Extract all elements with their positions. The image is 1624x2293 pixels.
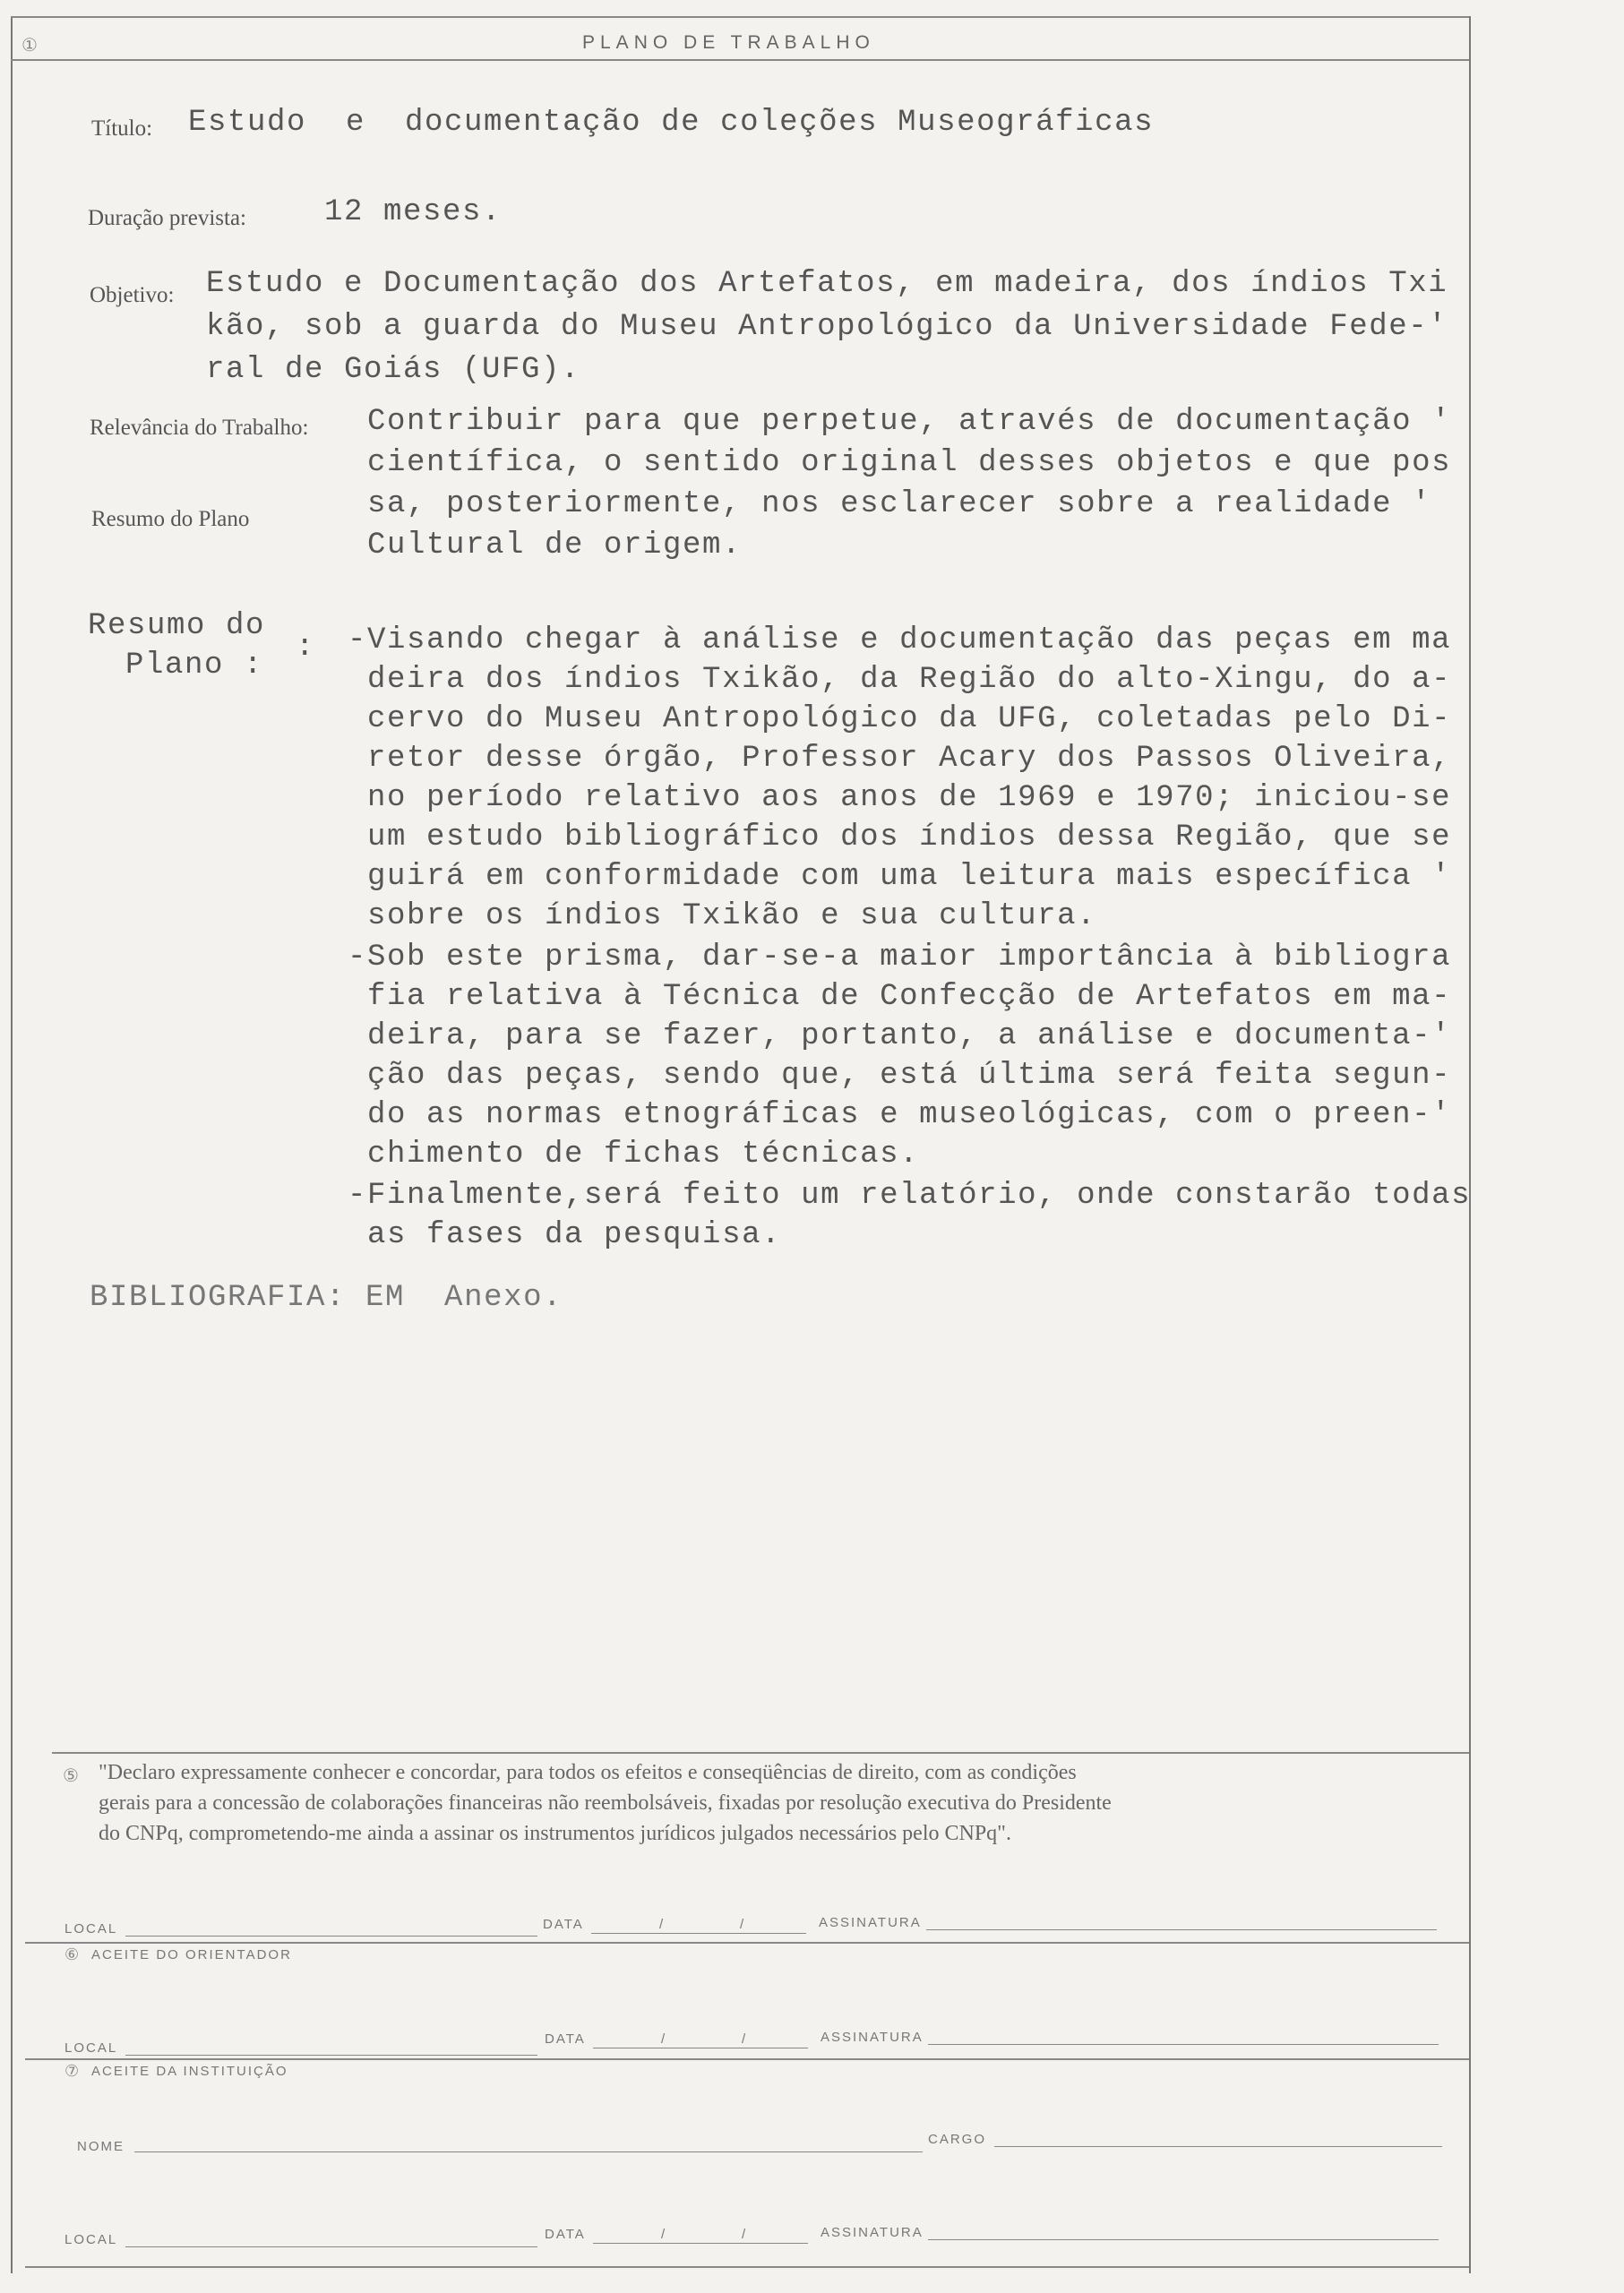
assinatura-label: ASSINATURA — [821, 2030, 924, 2045]
header-rule — [11, 59, 1469, 61]
resumo-line: fia relativa à Técnica de Confecção de Artefatos em ma- — [348, 980, 1452, 1014]
resumo-label-line2: Plano : — [125, 648, 264, 683]
assinatura-field[interactable] — [928, 2223, 1439, 2240]
assinatura-field[interactable] — [926, 1913, 1437, 1930]
resumo-line: -Finalmente,será feito um relatório, onde constarão todas — [348, 1179, 1472, 1213]
resumo-line: -Visando chegar à análise e documentação das peças em ma — [348, 623, 1452, 657]
resumo-line: deira dos índios Txikão, da Região do alto-Xingu, do a- — [348, 663, 1452, 697]
resumo-colon: : — [296, 631, 316, 665]
section-number-icon: ① — [21, 34, 38, 56]
assinatura-label: ASSINATURA — [819, 1915, 922, 1930]
duracao-label: Duração prevista: — [88, 206, 247, 230]
form-title: PLANO DE TRABALHO — [582, 32, 875, 53]
resumo-line: sobre os índios Txikão e sua cultura. — [348, 899, 1097, 933]
date-slash: / — [742, 2227, 748, 2242]
duracao-value: 12 meses. — [324, 195, 503, 229]
orientador-rule — [25, 1942, 1469, 1944]
resumo-line: -Sob este prisma, dar-se-a maior importância à bibliogra — [348, 940, 1452, 975]
relevancia-line: sa, posteriormente, nos esclarecer sobre a realidade ' — [367, 487, 1432, 521]
titulo-label: Título: — [91, 116, 153, 141]
local-label: LOCAL — [64, 2040, 118, 2056]
resumo-line: no período relativo aos anos de 1969 e 1970; iniciou-se — [348, 781, 1452, 815]
local-field[interactable] — [125, 2230, 537, 2247]
declaration-number-icon: ⑤ — [63, 1765, 79, 1786]
date-slash: / — [661, 2227, 667, 2242]
resumo-line: guirá em conformidade com uma leitura mais específica ' — [348, 860, 1452, 894]
nome-label: NOME — [77, 2139, 125, 2154]
titulo-value: Estudo e documentação de coleções Museográficas — [188, 106, 1155, 140]
date-slash: / — [742, 2031, 748, 2047]
date-slash: / — [659, 1917, 666, 1932]
declaration-line: "Declaro expressamente conhecer e concordar, para todos os efeitos e conseqüências de direito, com as condições — [99, 1761, 1077, 1784]
local-label: LOCAL — [64, 1921, 118, 1937]
resumo-line: as fases da pesquisa. — [348, 1218, 782, 1252]
objetivo-line: ral de Goiás (UFG). — [206, 353, 581, 387]
declaration-line: do CNPq, comprometendo-me ainda a assinar os instrumentos jurídicos julgados necessários pelo CNPq". — [99, 1822, 1011, 1845]
bottom-rule — [25, 2266, 1469, 2268]
date-slash: / — [740, 1917, 746, 1932]
orientador-heading: ACEITE DO ORIENTADOR — [91, 1947, 292, 1962]
instituicao-number-icon: ⑦ — [64, 2062, 80, 2081]
data-label: DATA — [545, 2227, 586, 2242]
resumo-label-line1: Resumo do — [88, 609, 266, 643]
data-field[interactable] — [593, 2227, 808, 2244]
date-slash: / — [661, 2031, 667, 2047]
orientador-number-icon: ⑥ — [64, 1945, 80, 1964]
data-label: DATA — [545, 2031, 586, 2047]
local-label: LOCAL — [64, 2232, 118, 2247]
relevancia-line: científica, o sentido original desses objetos e que pos — [367, 446, 1452, 480]
relevancia-line: Contribuir para que perpetue, através de documentação ' — [367, 405, 1452, 439]
resumo-line: um estudo bibliográfico dos índios dessa Região, que se — [348, 820, 1452, 855]
objetivo-line: kão, sob a guarda do Museu Antropológico da Universidade Fede-' — [206, 310, 1448, 344]
resumo-printed-label: Resumo do Plano — [91, 507, 250, 531]
local-field[interactable] — [125, 1919, 537, 1937]
bibliografia-line: BIBLIOGRAFIA: EM Anexo. — [90, 1281, 563, 1315]
data-label: DATA — [543, 1917, 584, 1932]
objetivo-label: Objetivo: — [90, 283, 175, 307]
resumo-line: chimento de fichas técnicas. — [348, 1138, 920, 1172]
instituicao-rule — [25, 2058, 1469, 2060]
data-field[interactable] — [591, 1917, 806, 1934]
local-field[interactable] — [125, 2039, 537, 2056]
relevancia-line: Cultural de origem. — [367, 528, 743, 563]
resumo-line: cervo do Museu Antropológico da UFG, coletadas pelo Di- — [348, 702, 1452, 736]
resumo-line: ção das peças, sendo que, está última será feita segun- — [348, 1059, 1452, 1093]
declaration-text — [99, 1757, 1388, 1849]
resumo-line: do as normas etnográficas e museológicas, com o preen-' — [348, 1098, 1452, 1132]
relevancia-label: Relevância do Trabalho: — [90, 416, 309, 440]
declaration-line: gerais para a concessão de colaborações financeiras não reembolsáveis, fixadas por resolução executiva do Presidente — [99, 1791, 1112, 1815]
cargo-field[interactable] — [994, 2130, 1442, 2147]
data-field[interactable] — [593, 2031, 808, 2048]
assinatura-field[interactable] — [928, 2028, 1439, 2045]
assinatura-label: ASSINATURA — [821, 2225, 924, 2240]
resumo-line: deira, para se fazer, portanto, a análise e documenta-' — [348, 1019, 1452, 1053]
objetivo-line: Estudo e Documentação dos Artefatos, em madeira, dos índios Txi — [206, 267, 1448, 301]
top-rule — [11, 16, 1469, 18]
resumo-line: retor desse órgão, Professor Acary dos Passos Oliveira, — [348, 742, 1452, 776]
declaration-rule — [52, 1752, 1469, 1754]
cargo-label: CARGO — [928, 2132, 987, 2147]
instituicao-heading: ACEITE DA INSTITUIÇÃO — [91, 2064, 288, 2079]
nome-field[interactable] — [134, 2135, 923, 2152]
